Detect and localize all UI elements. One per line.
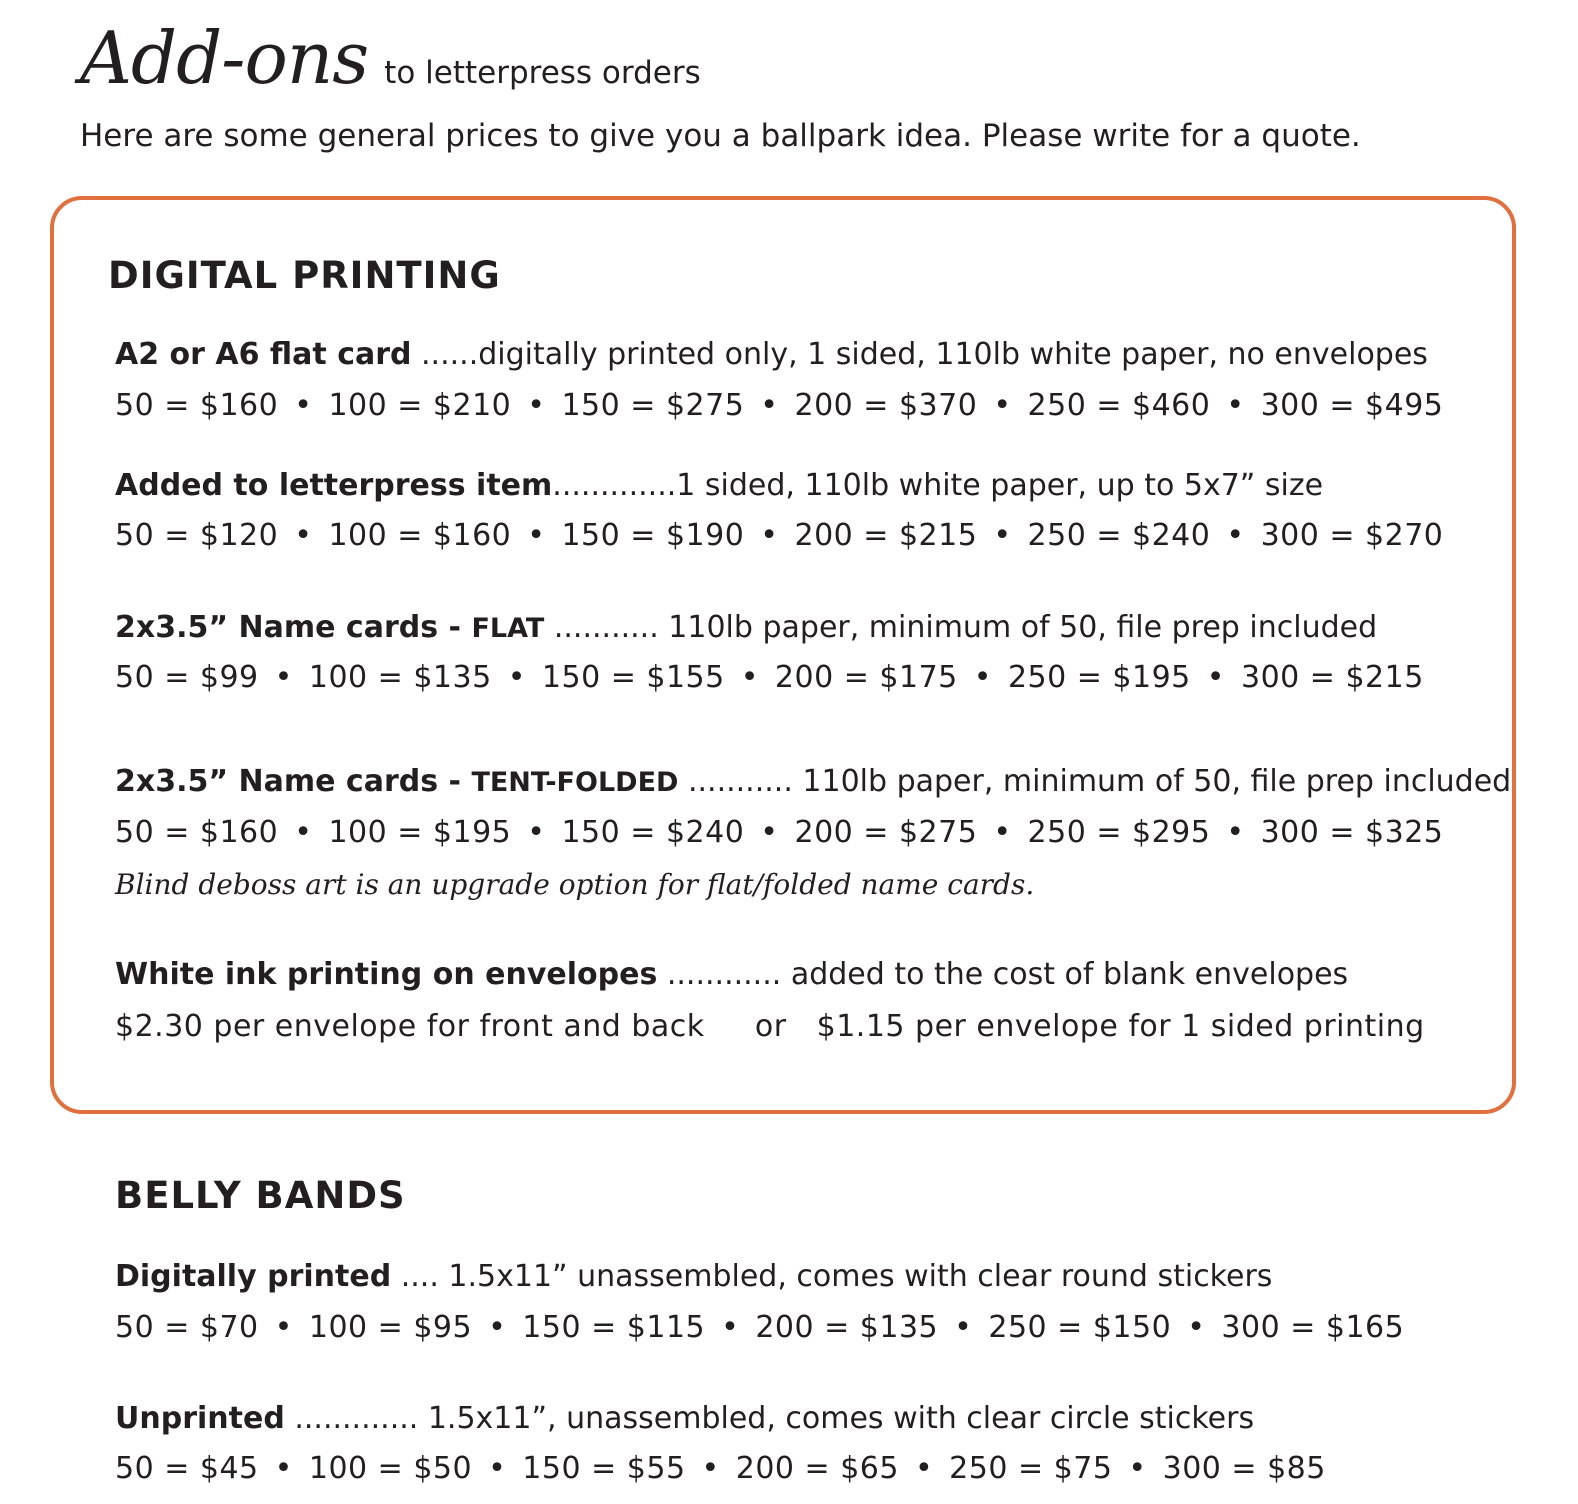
- price-tier: 100 = $95: [308, 1310, 473, 1345]
- price-tier: 300 = $215: [1240, 660, 1424, 695]
- item-name-variant: FLAT: [471, 613, 545, 644]
- bullet-separator: •: [721, 1310, 740, 1345]
- item-description: digitally printed only, 1 sided, 110lb white paper, no envelopes: [478, 337, 1428, 372]
- price-tier: 150 = $55: [522, 1451, 686, 1486]
- price-tier: 250 = $295: [1027, 815, 1211, 850]
- deboss-note: Blind deboss art is an upgrade option for flat/folded name cards.: [115, 868, 1035, 901]
- bullet-separator: •: [973, 660, 992, 695]
- price-tier: 50 = $120: [115, 518, 279, 553]
- page-header: [80, 16, 701, 100]
- price-tier: 200 = $215: [794, 518, 978, 553]
- item-name: Digitally printed: [115, 1259, 392, 1294]
- item-heading: [115, 1259, 1272, 1294]
- item-heading: [115, 337, 1428, 372]
- bullet-separator: •: [760, 388, 779, 423]
- bullet-separator: •: [274, 660, 293, 695]
- bullet-separator: •: [1226, 518, 1245, 553]
- item-name: A2 or A6 flat card: [115, 337, 412, 372]
- item-description: 1.5x11” unassembled, comes with clear round stickers: [448, 1259, 1273, 1294]
- bullet-separator: •: [527, 815, 546, 850]
- price-tier: 100 = $210: [328, 388, 512, 423]
- price-tier: 300 = $165: [1221, 1310, 1405, 1345]
- page-subtitle: to letterpress orders: [384, 55, 701, 91]
- bullet-separator: •: [740, 660, 759, 695]
- price-line: [115, 518, 1443, 553]
- item-dots: ...........: [544, 610, 669, 645]
- item-dots: .............: [284, 1401, 428, 1436]
- price-tier: 50 = $160: [115, 388, 279, 423]
- item-name-variant: TENT-FOLDED: [471, 767, 679, 798]
- item-description: 1 sided, 110lb white paper, up to 5x7” size: [676, 468, 1324, 503]
- item-dots: ...........: [678, 764, 803, 799]
- bullet-separator: •: [274, 1451, 293, 1486]
- price-tier: 100 = $195: [328, 815, 512, 850]
- price-tier: 250 = $240: [1027, 518, 1211, 553]
- bullet-separator: •: [294, 815, 313, 850]
- item-dots: ......: [411, 337, 479, 372]
- price-line: [115, 388, 1443, 423]
- bullet-separator: •: [1206, 660, 1225, 695]
- price-tier: 50 = $45: [115, 1451, 259, 1486]
- bullet-separator: •: [954, 1310, 973, 1345]
- bullet-separator: •: [274, 1310, 293, 1345]
- price-tier: 100 = $135: [308, 660, 492, 695]
- item-heading: [115, 1401, 1254, 1436]
- item-heading: [115, 764, 1511, 799]
- bullet-separator: •: [527, 388, 546, 423]
- price-tier: 100 = $160: [328, 518, 512, 553]
- price-tier: 50 = $160: [115, 815, 279, 850]
- intro-text: Here are some general prices to give you a ballpark idea. Please write for a quote.: [80, 118, 1361, 154]
- price-tier: 300 = $270: [1260, 518, 1444, 553]
- bullet-separator: •: [1187, 1310, 1206, 1345]
- price-tier: 150 = $155: [541, 660, 725, 695]
- item-heading: [115, 957, 1348, 992]
- bullet-separator: •: [914, 1451, 934, 1486]
- bullet-separator: •: [993, 518, 1012, 553]
- bullet-separator: •: [701, 1451, 720, 1486]
- item-name: Added to letterpress item: [115, 468, 553, 503]
- bullet-separator: •: [1226, 388, 1245, 423]
- bullet-separator: •: [507, 660, 526, 695]
- page-title: Add-ons: [80, 16, 369, 100]
- item-name: White ink printing on envelopes: [115, 957, 658, 992]
- item-dots: ....: [391, 1259, 449, 1294]
- bullet-separator: •: [1128, 1451, 1147, 1486]
- bullet-separator: •: [294, 388, 313, 423]
- item-description: added to the cost of blank envelopes: [790, 957, 1349, 992]
- price-tier: 250 = $150: [988, 1310, 1172, 1345]
- belly-bands-title: BELLY BANDS: [115, 1174, 406, 1217]
- price-tier: 150 = $190: [561, 518, 745, 553]
- bullet-separator: •: [294, 518, 313, 553]
- bullet-separator: •: [993, 815, 1012, 850]
- price-tier: 300 = $325: [1260, 815, 1444, 850]
- price-line: [115, 815, 1443, 850]
- item-heading: [115, 610, 1377, 645]
- price-tier: 200 = $135: [755, 1310, 939, 1345]
- price-tier: 150 = $275: [561, 388, 745, 423]
- item-heading: [115, 468, 1323, 503]
- bullet-separator: •: [1226, 815, 1245, 850]
- bullet-separator: •: [760, 815, 779, 850]
- bullet-separator: •: [488, 1310, 507, 1345]
- item-dots: ............: [657, 957, 791, 992]
- price-tier: 250 = $75: [949, 1451, 1113, 1486]
- item-dots: .............: [552, 468, 677, 503]
- digital-printing-title: DIGITAL PRINTING: [108, 254, 501, 297]
- item-name: Unprinted: [115, 1401, 285, 1436]
- price-tier: 300 = $495: [1260, 388, 1444, 423]
- price-tier: 200 = $370: [794, 388, 978, 423]
- bullet-separator: •: [760, 518, 779, 553]
- item-description: 110lb paper, minimum of 50, file prep included: [802, 764, 1512, 799]
- price-tier: 150 = $115: [522, 1310, 706, 1345]
- price-line: [115, 1310, 1404, 1345]
- price-tier: 200 = $175: [774, 660, 958, 695]
- price-tier: 200 = $275: [794, 815, 978, 850]
- bullet-separator: •: [993, 388, 1012, 423]
- envelope-price-line: $2.30 per envelope for front and back or $1.15 per envelope for 1 sided printing: [115, 1009, 1425, 1044]
- price-tier: 100 = $50: [308, 1451, 473, 1486]
- price-tier: 250 = $195: [1007, 660, 1191, 695]
- price-tier: 50 = $99: [115, 660, 259, 695]
- item-name: 2x3.5” Name cards -: [115, 610, 472, 645]
- price-tier: 50 = $70: [115, 1310, 259, 1345]
- item-name: 2x3.5” Name cards -: [115, 764, 472, 799]
- price-tier: 250 = $460: [1027, 388, 1211, 423]
- price-tier: 200 = $65: [735, 1451, 899, 1486]
- price-line: [115, 1451, 1326, 1486]
- bullet-separator: •: [488, 1451, 507, 1486]
- item-description: 1.5x11”, unassembled, comes with clear circle stickers: [427, 1401, 1255, 1436]
- item-description: 110lb paper, minimum of 50, file prep included: [668, 610, 1378, 645]
- bullet-separator: •: [527, 518, 546, 553]
- price-line: [115, 660, 1424, 695]
- price-tier: 150 = $240: [561, 815, 745, 850]
- price-tier: 300 = $85: [1162, 1451, 1326, 1486]
